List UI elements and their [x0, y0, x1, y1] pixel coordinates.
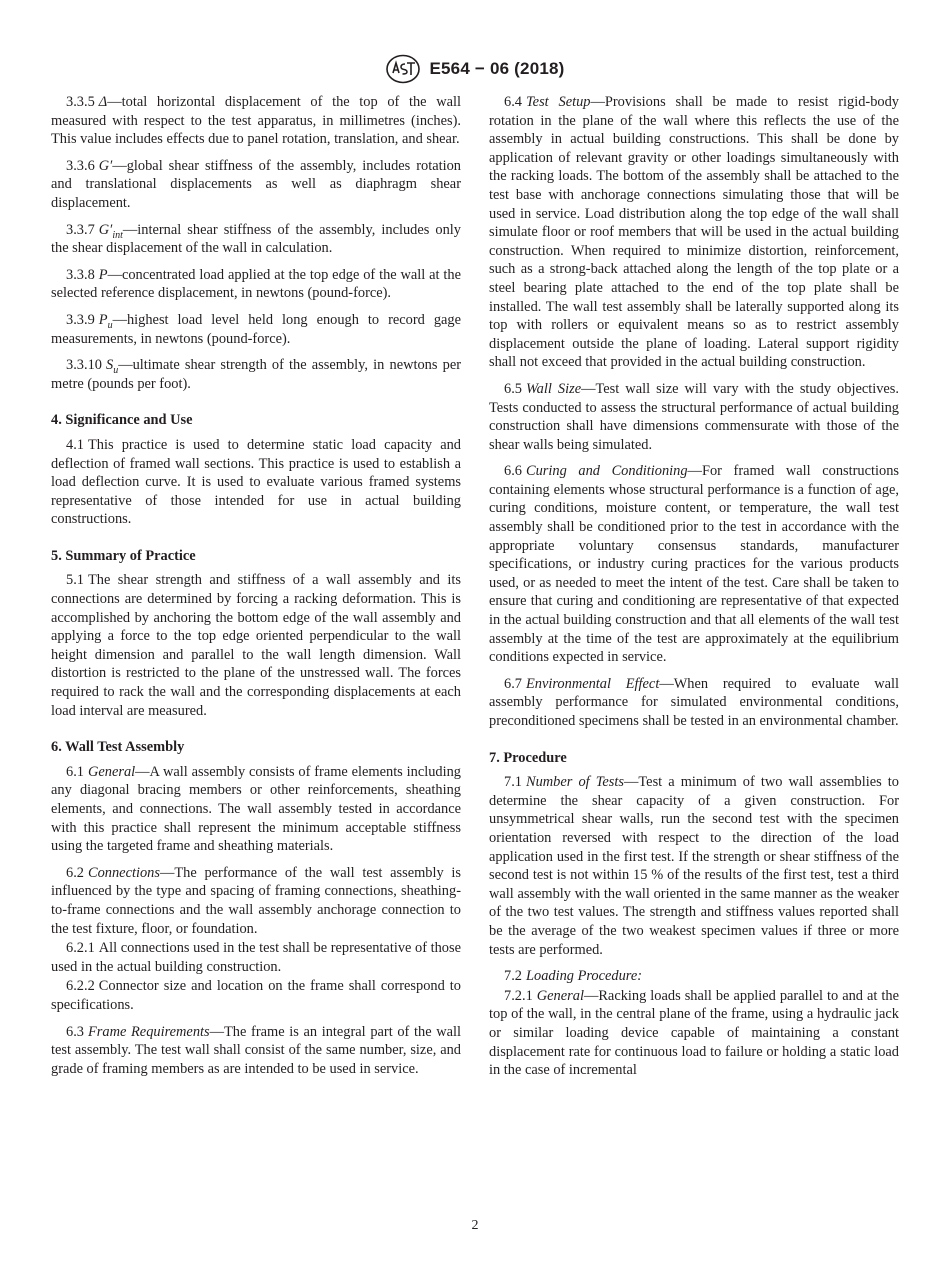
astm-logo-icon [385, 54, 421, 84]
paragraph-4-1: 4.1 This practice is used to determine static load capacity and deflection of framed wall sections. This practice is used to establish a load deflection curve. It is used to evaluate various framed systems representative of those intended for use in actual building constructions. [51, 436, 461, 528]
paragraph-6-2-2: 6.2.2 Connector size and location on the frame shall correspond to specifications. [51, 978, 461, 1013]
section-heading-7: 7. Procedure [489, 749, 567, 766]
paragraph-3-3-8: 3.3.8 P—concentrated load applied at the top edge of the wall at the selected reference displacement, in newtons (pound-force). [51, 266, 461, 302]
paragraph-6-4: 6.4 Test Setup—Provisions shall be made to resist rigid-body rotation in the plane of the wall where this reflects the use of the assembly in actual building constructions. This shall be done by application of relevant gravity or other loadings simultaneously with the racking loads. The bottom of the assembly shall be attached to the test base with anchorage connections simulating those that will be used in service. Load distribution along the top edge of the wall shall simulate floor or roof members that will be used in the actual building construction. When required to minimize distortion, reinforcement, such as a strong-back attached along the length of the top plate or a steel bearing plate attached to the end of the top plate shall be installed. The wall test assembly shall be laterally supported along its top with rollers or equivalent means so as to restrict assembly displacement outside the plane of loading. Lateral support rigidity shall not exceed that provided in the actual building construction. [489, 94, 899, 371]
paragraph-3-3-7: 3.3.7 $G'_{int}—internal$ shear stiffness of the assembly, includes only the shear displacement of the wall in calculation. [51, 221, 461, 257]
section-heading-5: 5. Summary of Practice [51, 547, 196, 564]
paragraph-6-1: 6.1 General—A wall assembly consists of frame elements including any diagonal bracing members or other reinforcements, sheathing elements, and connections. The wall assembly tested in accordance with this practice shall represent the minimum acceptable stiffness using the targeted frame and sheathing materials. [51, 763, 461, 855]
section-heading-4: 4. Significance and Use [51, 412, 193, 429]
paragraph-6-3: 6.3 Frame Requirements—The frame is an integral part of the wall test assembly. The test wall shall consist of the same number, size, and grade of framing members as are intended to be used in service. [51, 1023, 462, 1077]
paragraph-6-7: 6.7 Environmental Effect—When required to evaluate wall assembly performance for simulated environmental conditions, preconditioned specimens shall be tested in an environmental chamber. [489, 675, 899, 729]
page-header [0, 54, 950, 84]
left-column [51, 93, 461, 1086]
paragraph-3-3-6: 3.3.6 G′—global shear stiffness of the assembly, includes rotation and translational displacements as well as diaphragm shear displacement. [51, 157, 461, 211]
paragraph-6-5: 6.5 Wall Size—Test wall size will vary with the study objectives. Tests conducted to assess the structural performance of actual building construction shall have dimensions commensurate with those of the shear walls being simulated. [489, 380, 900, 453]
standard-designation: E564 − 06 (2018) [429, 59, 565, 78]
paragraph-6-2: 6.2 Connections—The performance of the wall test assembly is influenced by the type and spacing of framing connections, sheathing-to-frame connections and the wall assembly anchorage connection to the test fixture, floor, or foundation. [51, 864, 461, 937]
paragraph-7-2-1: 7.2.1 General—Racking loads shall be applied parallel to and at the top of the wall, in the central plane of the frame, using a hydraulic jack or similar loading device capable of maintaining a constant displacement rate for continuous load to failure or holding a static load in the case of incremental [489, 987, 899, 1079]
paragraph-3-3-9: 3.3.9 $P_u—highest$ load level held long enough to record gage measurements, in newtons (pound-force). [51, 311, 461, 347]
paragraph-7-2: 7.2 Loading Procedure: [504, 968, 643, 985]
paragraph-5-1: 5.1 The shear strength and stiffness of a wall assembly and its connections are determined by forcing a racking deformation. This is accomplished by anchoring the bottom edge of the wall assembly and applying a force to the top edge oriented perpendicular to the wall height dimension and parallel to the wall length dimension. Wall distortion is restricted to the plane of the unstressed wall. The forces required to rack the wall and the corresponding displacements at each load interval are measured. [51, 572, 461, 719]
paragraph-3-3-10: 3.3.10 $S_u—ultimate$ shear strength of the assembly, in newtons per metre (pounds per foot). [51, 357, 461, 392]
paragraph-7-1: 7.1 Number of Tests—Test a minimum of two wall assemblies to determine the shear capacity of a given construction. For unsymmetrical shear walls, run the second test with the specimen orientation reversed with respect to the direction of the load application used in the first test. If the strength or shear stiffness of the second test is not within 15 % of the results of the first test, test a third wall assembly with the wall oriented in the same manner as the weaker of the two test values. The strength and stiffness values reported shall be the average of the two weakest specimen values if three or more tests are performed. [489, 774, 899, 958]
right-column [489, 93, 899, 1088]
paragraph-6-6: 6.6 Curing and Conditioning—For framed wall constructions containing elements whose structural performance is a function of age, curing conditions, moisture content, or temperature, the wall test assembly shall be conditioned prior to the test in accordance with the appropriate voluntary consensus standards, manufacturer specifications, or industry curing practices for the various products used, or as needed to meet the intent of the test. Care shall be taken to ensure that curing and conditioning are representative of that expected in the actual building construction and that all elements of the wall test assembly at the time of the test are approximately at the equilibrium conditions expected in service. [489, 463, 900, 666]
paragraph-6-2-1: 6.2.1 All connections used in the test shall be representative of those used in the actual building construction. [51, 940, 461, 975]
section-heading-6: 6. Wall Test Assembly [51, 739, 185, 756]
page-number: 2 [471, 1218, 479, 1233]
paragraph-3-3-5: 3.3.5 Δ—total horizontal displacement of the top of the wall measured with respect to the test apparatus, in millimetres (inches). This value includes effects due to panel rotation, translation, and shear. [51, 94, 461, 148]
